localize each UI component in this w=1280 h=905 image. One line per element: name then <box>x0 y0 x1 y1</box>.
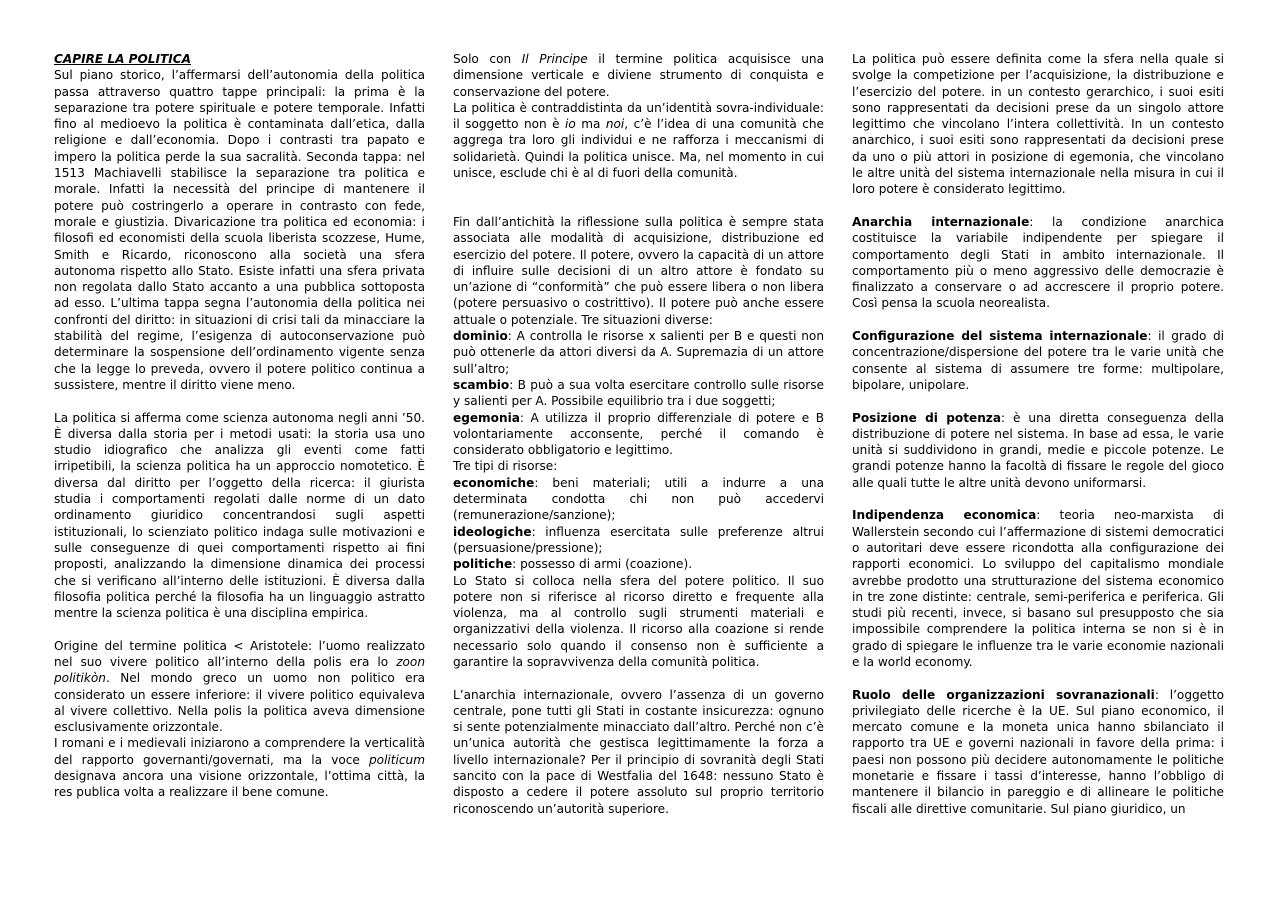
resources-intro: Tre tipi di risorse: <box>453 459 558 474</box>
paragraph-international-anarchy: L’anarchia internazionale, ovvero l’assenza di un governo centrale, pone tutti gli Stati in costante insicurezza: ognuno si sente potenzialmente minacciato dall’altro. Perché non c’è un’unica autorità che gestisca legittimamente la forza a livello internazionale? Per il principio di sovranità degli Stati sancito con la pace di Westfalia del 1648: nessuno Stato è disposto a cedere il potere assoluto sul proprio territorio riconoscendo un’autorità superiore. <box>453 687 824 816</box>
item-anarchia-internazionale: Anarchia internazionale: la condizione anarchica costituisce la variabile indipendente per spiegare il comportamento degli Stati in ambito internazionale. Il comportamento più o meno aggressivo delle democrazie è finalizzato a conservare o ad accrescere il proprio potere. Così pensa la scuola neorealista. <box>852 214 1224 311</box>
paragraph-autonomy-stages: Sul piano storico, l’affermarsi dell’autonomia della politica passa attraverso quattro tappe principali: la prima è la separazione tra potere spirituale e potere temporale. Infatti fino al medioevo la politica è contaminata dall’etica, dalla religione e dall’economia. Dopo i contrasti tra papato e impero la politica perde la sua sacralità. Seconda tappa: nel 1513 Machiavelli stabilisce la separazione tra politica e morale. Infatti la necessità del principe di mantenere il potere può costringerlo a operare in contrasto con fede, morale e giustizia. Divaricazione tra politica ed economia: i filosofi ed economisti della scuola liberista scozzese, Hume, Smith e Ricardo, riconoscono alla società una sfera autonoma rispetto allo Stato. Esiste infatti una sfera privata non regolata dallo Stato accanto a una pubblica sottoposta ad esso. L’ultima tappa segna l’autonomia della politica nei confronti del diritto: in situazioni di crisi tali da minacciare la stabilità del regime, l’esigenza di autoconservazione può determinare la sospensione dell’ordinamento vigente senza che la legge lo preveda, ovvero il potere politico continua a sussistere, mentre il diritto viene meno. <box>54 68 425 392</box>
item-dominio: dominio: A controlla le risorse x salienti per B e questi non può ottenerle da attori diversi da A. Supremazia di un attore sull’altro; <box>453 329 824 376</box>
paragraph-power: Fin dall’antichità la riflessione sulla politica è sempre stata associata alle modalità di acquisizione, distribuzione ed esercizio del potere. Il potere, ovvero la capacità di un attore di influire sulle decisioni di un altro attore è fondato su un’azione di “conformità” che può essere libera o non libera (potere persuasivo o costrittivo). Il potere può anche essere attuale o potenziale. Tre situazioni diverse: <box>453 214 824 327</box>
item-scambio: scambio: B può a sua volta esercitare controllo sulle risorse y salienti per A. Possibile equilibrio tra i due soggetti; <box>453 377 824 409</box>
item-ideologiche: ideologiche: influenza esercitata sulle preferenze altrui (persuasione/pressione); <box>453 524 824 555</box>
paragraph-politics-definition: La politica può essere definita come la sfera nella quale si svolge la competizione per l’acquisizione, la distribuzione e l’esercizio del potere. in un contesto gerarchico, i suoi esiti sono rappresentati da decisioni prese da un singolo attore legittimo che vincolano l’intera collettività. In un contesto anarchico, i suoi esiti sono rappresentati da decisioni prese da uno o più attori in posizione di egemonia, che vincolano le altre unità del sistema internazionale nella misura in cui il loro potere è considerato legittimo. <box>852 52 1224 197</box>
column-2 <box>453 51 824 817</box>
column-3 <box>852 51 1224 817</box>
paragraph-il-principe: Solo con Il Principe il termine politica acquisisce una dimensione verticale e diviene strumento di conquista e conservazione del potere. <box>453 52 824 99</box>
column-1 <box>54 51 425 801</box>
paragraph-sovra-individuale: La politica è contraddistinta da un’identità sovra-individuale: il soggetto non è io ma noi, c’è l’idea di una comunità che aggrega tra loro gli individui e ne rafforza i meccanismi di solidarietà. Quindi la politica unisce. Ma, nel momento in cui unisce, esclude chi è al di fuori della comunità. <box>453 100 824 181</box>
term-noi: noi <box>605 117 625 132</box>
item-configurazione-sistema: Configurazione del sistema internazionale: il grado di concentrazione/dispersione del potere tra le varie unità che consente al sistema di assumere tre forme: multipolare, bipolare, unipolare. <box>852 329 1224 392</box>
paragraph-term-origin: Origine del termine politica < Aristotele: l’uomo realizzato nel suo vivere politico all’interno della polis era lo zoon politikòn. Nel mondo greco un uomo non politico era considerato un essere inferiore: il vivere politico equivaleva al vivere collettivo. Nella polis la politica aveva dimensione esclusivamente orizzontale. <box>54 638 425 735</box>
term-il-principe: Il Principe <box>521 52 588 66</box>
document-title: CAPIRE LA POLITICA <box>54 52 191 66</box>
item-politiche: politiche: possesso di armi (coazione). <box>453 557 693 572</box>
item-indipendenza-economica: Indipendenza economica: teoria neo-marxista di Wallerstein secondo cui l’affermazione di sistemi democratici o autoritari deve essere ricondotta alla configurazione dei rapporti economici. Lo sviluppo del capitalismo mondiale avrebbe prodotto una strutturazione del sistema economico in tre zone distinte: centrale, semi-periferica e periferica. Gli studi più recenti, invece, si basano sul presupposto che sia impossibile comprendere la politica interna se non si è in grado di spiegare le influenze tra le varie economie nazionali e la world economy. <box>852 508 1224 669</box>
paragraph-romans-medieval: I romani e i medievali iniziarono a comprendere la verticalità del rapporto governanti/governati, ma la voce politicum designava ancora una visione orizzontale, l’ottima città, la res publica volta a realizzare il bene comune. <box>54 736 425 800</box>
term-zoon-politikon: zoon politikòn <box>54 654 425 686</box>
item-economiche: economiche: beni materiali; utili a indurre a una determinata condotta chi non può accedervi (remunerazione/sanzione); <box>453 475 824 523</box>
paragraph-state: Lo Stato si colloca nella sfera del potere politico. Il suo potere non si riferisce al ricorso diretto e frequente alla violenza, ma al controllo sugli strumenti materiali e organizzativi della violenza. Il ricorso alla coazione si rende necessario solo quando il consenso non è sufficiente a garantire la sopravvivenza della comunità politica. <box>453 573 824 669</box>
term-io: io <box>565 117 576 132</box>
item-egemonia: egemonia: A utilizza il proprio differenziale di potere e B volontariamente acconsente, perché il comando è considerato obbligatorio e legittimo. <box>453 410 824 458</box>
item-posizione-potenza: Posizione di potenza: è una diretta conseguenza della distribuzione di potere nel sistema. In base ad essa, le varie unità si suddividono in grandi, medie e piccole potenze. Le grandi potenze hanno la facoltà di fissare le regole del gioco alle quali tutte le altre unità devono uniformarsi. <box>852 410 1224 490</box>
item-ruolo-organizzazioni: Ruolo delle organizzazioni sovranazionali: l’oggetto privilegiato delle ricerche è la UE. Sul piano economico, il mercato comune e la moneta unica hanno sbilanciato il rapporto tra UE e governi nazionali in favore della prima: i paesi non possono più decidere autonomamente le politiche monetarie e fissare i tassi d’interesse, hanno l’obbligo di mantenere il bilancio in pareggio e di allineare le politiche fiscali alle direttive comunitarie. Sul piano giuridico, un <box>852 687 1224 816</box>
term-politicum: politicum <box>369 752 425 767</box>
paragraph-political-science: La politica si afferma come scienza autonoma negli anni ’50. È diversa dalla storia per i metodi usati: la storia usa uno studio idiografico che analizza gli eventi come fatti irripetibili, la scienza politica ha un approccio nomotetico. È diversa dal diritto per l’oggetto della ricerca: il giurista studia i comportamenti regolati dalle norme di un dato ordinamento giuridico concentrandosi sugli aspetti istituzionali, lo scienziato politico indaga sulle motivazioni e sulle conseguenze di quei comportamenti rispetto ai fini proposti, analizzando la dimensione dinamica dei processi che si verificano all’interno delle istituzioni. È diversa dalla filosofia politica perché la filosofia ha un linguaggio astratto mentre la scienza politica è una disciplina empirica. <box>54 410 425 621</box>
